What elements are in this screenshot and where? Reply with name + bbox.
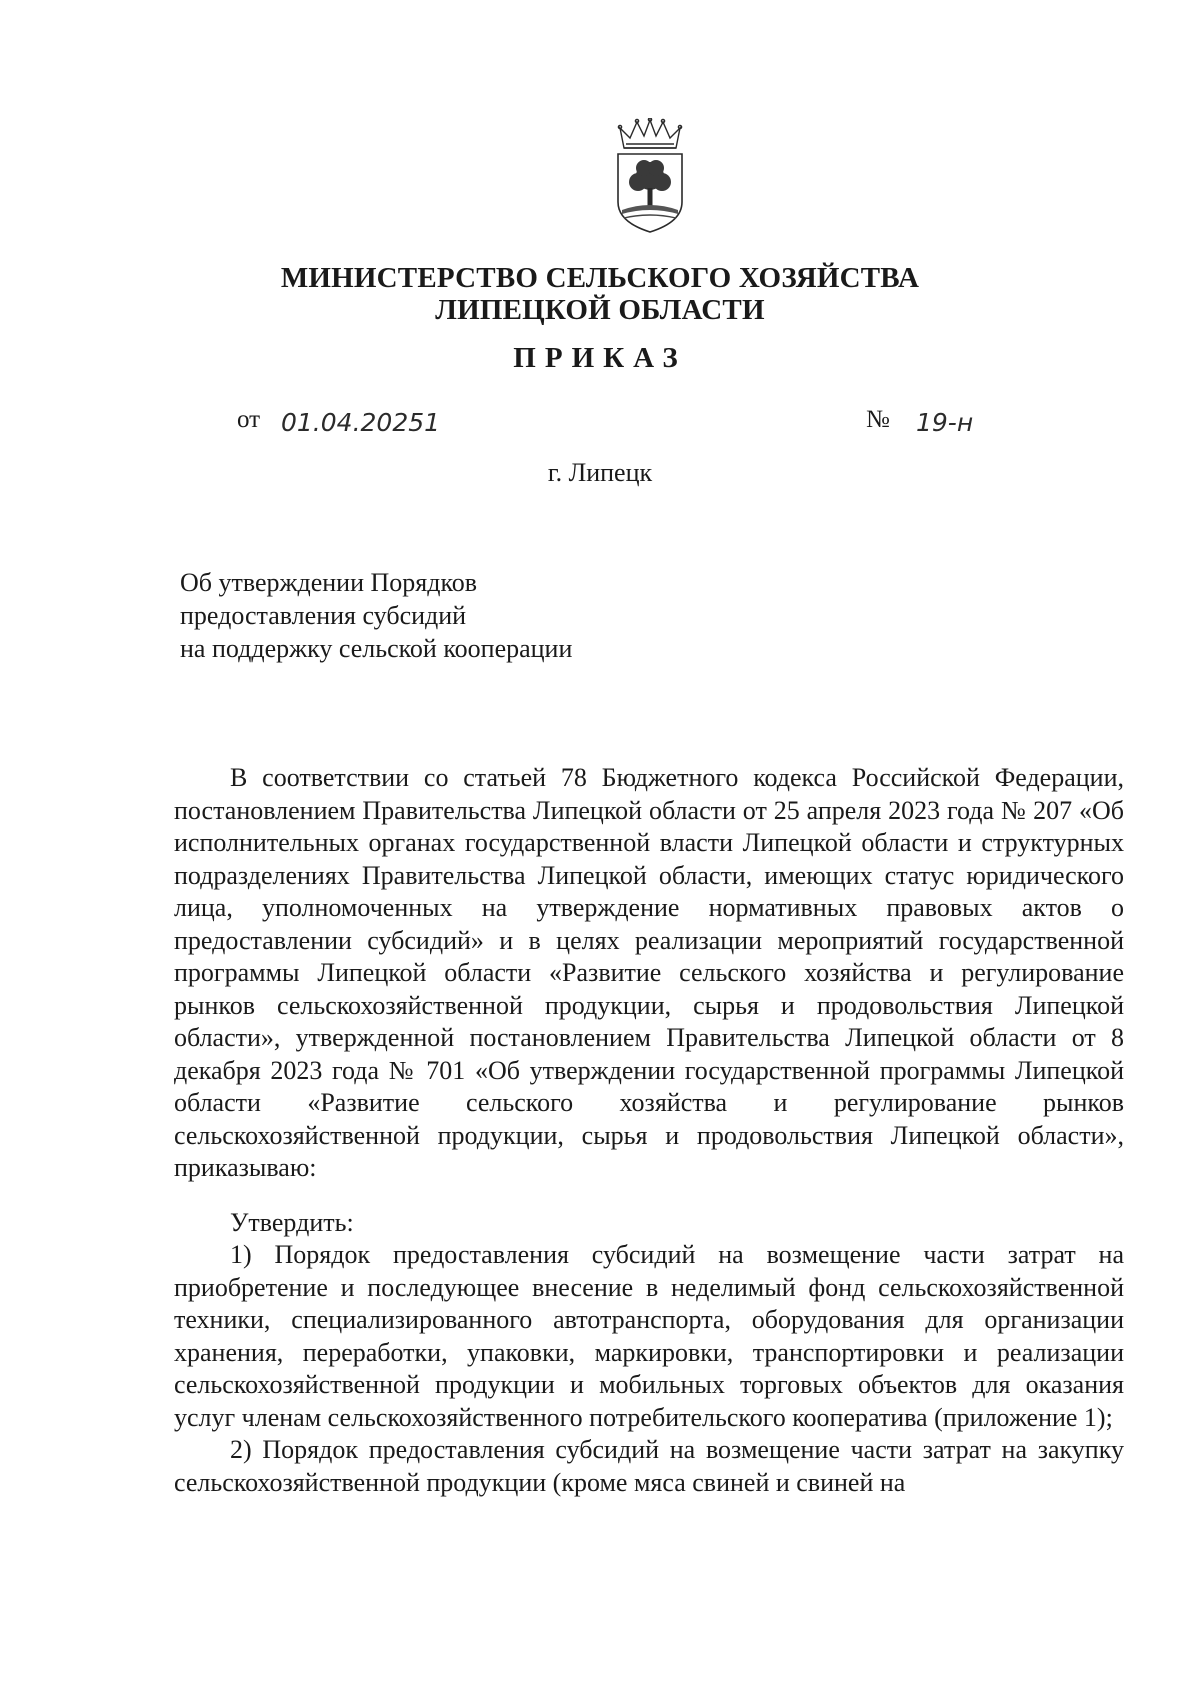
subject-line: Об утверждении Порядков [180, 568, 478, 597]
preamble-paragraph: В соответствии со статьей 78 Бюджетного кодекса Российской Федерации, постановлением Правительства Липецкой области от 25 апреля 2023 года № 207 «Об исполнительных органах государственной власти Липецкой области и структурных подразделениях Правительства Липецкой области, имеющих статус юридического лица, уполномоченных на утверждение нормативных правовых актов о предоставлении субсидий» и в целях реализации мероприятий государственной программы Липецкой области «Развитие сельского хозяйства и регулирование рынков сельскохозяйственной продукции, сырья и продовольствия Липецкой области», утвержденной постановлением Правительства Липецкой области от 8 декабря 2023 года № 701 «Об утверждении государственной программы Липецкой области «Развитие сельского хозяйства и регулирование рынков сельскохозяйственной продукции, сырья и продовольствия Липецкой области», приказываю: [174, 763, 1124, 1182]
ministry-name-line1: МИНИСТЕРСТВО СЕЛЬСКОГО ХОЗЯЙСТВА [280, 262, 920, 294]
document-subject [180, 566, 572, 665]
document-type: ПРИКАЗ [513, 342, 687, 374]
date-value: 01.04.20251 [281, 408, 441, 437]
city: г. Липецк [547, 458, 653, 487]
list-item: 1) Порядок предоставления субсидий на возмещение части затрат на приобретение и последующее внесение в неделимый фонд сельскохозяйственной техники, специализированного автотранспорта, оборудования для организации хранения, переработки, упаковки, маркировки, транспортировки и реализации сельскохозяйственной продукции и мобильных торговых объектов для оказания услуг членам сельскохозяйственного потребительского кооператива (приложение 1); [174, 1240, 1124, 1432]
subject-line: предоставления субсидий [180, 601, 467, 630]
date-label: от [237, 406, 261, 433]
document-body [174, 762, 1124, 1499]
approve-heading: Утвердить: [230, 1207, 354, 1237]
coat-of-arms-icon [610, 118, 690, 236]
number-value: 19-н [916, 408, 974, 437]
ministry-name-line2: ЛИПЕЦКОЙ ОБЛАСТИ [435, 294, 765, 326]
list-item: 2) Порядок предоставления субсидий на возмещение части затрат на закупку сельскохозяйственной продукции (кроме мяса свиней и свиней на [174, 1435, 1124, 1497]
number-label: № [866, 406, 890, 433]
subject-line: на поддержку сельской кооперации [180, 634, 573, 663]
